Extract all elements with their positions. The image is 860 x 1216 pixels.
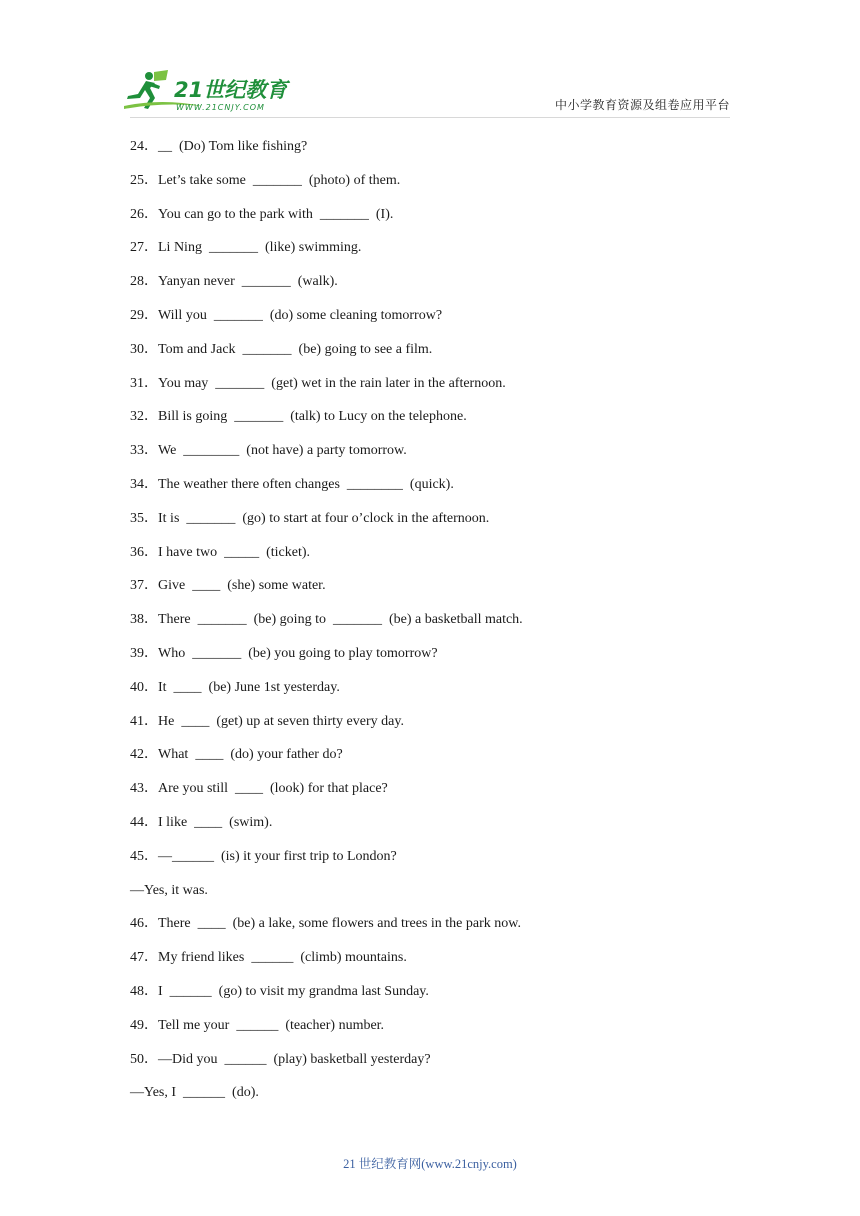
question-24: 24．__ (Do) Tom like fishing? xyxy=(130,139,308,154)
question-43: 43．Are you still ____ (look) for that place? xyxy=(130,781,388,797)
question-48: 48．I ______ (go) to visit my grandma last Sunday. xyxy=(130,983,429,999)
question-32: 32．Bill is going _______ (talk) to Lucy on the telephone. xyxy=(130,409,467,425)
page-footer: 21 世纪教育网(www.21cnjy.com) xyxy=(343,1157,517,1171)
question-46: 46．There ____ (be) a lake, some flowers and trees in the park now. xyxy=(130,916,521,932)
logo-runner-icon xyxy=(122,68,292,116)
header-platform-text: 中小学教育资源及组卷应用平台 xyxy=(554,98,730,112)
question-29: 29．Will you _______ (do) some cleaning tomorrow? xyxy=(130,307,443,323)
question-49: 49．Tell me your ______ (teacher) number. xyxy=(130,1017,385,1033)
page-header xyxy=(0,0,860,125)
question-39: 39．Who _______ (be) you going to play tomorrow? xyxy=(130,645,438,661)
question-41: 41．He ____ (get) up at seven thirty every day. xyxy=(130,713,404,729)
question-50: 50．—Did you ______ (play) basketball yesterday? xyxy=(130,1051,431,1067)
question-25: 25．Let’s take some _______ (photo) of them. xyxy=(130,172,401,188)
question-45-answer: —Yes, it was. xyxy=(130,882,208,898)
question-50-answer: —Yes, I ______ (do). xyxy=(130,1085,259,1101)
question-33: 33．We ________ (not have) a party tomorrow. xyxy=(130,443,407,459)
svg-text:21世纪教育: 21世纪教育 xyxy=(174,78,288,102)
logo xyxy=(122,68,292,116)
question-28: 28．Yanyan never _______ (walk). xyxy=(130,274,338,290)
question-47: 47．My friend likes ______ (climb) mountains. xyxy=(130,950,407,966)
question-40: 40．It ____ (be) June 1st yesterday. xyxy=(130,679,340,695)
question-27: 27．Li Ning _______ (like) swimming. xyxy=(130,240,362,256)
question-38: 38．There _______ (be) going to _______ (be) a basketball match. xyxy=(130,612,523,628)
question-42: 42．What ____ (do) your father do? xyxy=(130,747,343,763)
question-30: 30．Tom and Jack _______ (be) going to see a film. xyxy=(130,341,433,357)
question-31: 31．You may _______ (get) wet in the rain later in the afternoon. xyxy=(130,375,506,391)
question-35: 35．It is _______ (go) to start at four o’clock in the afternoon. xyxy=(130,510,490,526)
svg-text:WWW.21CNJY.COM: WWW.21CNJY.COM xyxy=(176,103,265,112)
question-44: 44．I like ____ (swim). xyxy=(130,814,273,830)
question-37: 37．Give ____ (she) some water. xyxy=(130,578,326,594)
question-list xyxy=(130,135,750,1115)
question-45: 45．—______ (is) it your first trip to London? xyxy=(130,848,397,864)
question-26: 26．You can go to the park with _______ (I). xyxy=(130,206,394,222)
question-36: 36．I have two _____ (ticket). xyxy=(130,544,311,560)
question-34: 34．The weather there often changes ________ (quick). xyxy=(130,476,454,492)
header-divider xyxy=(130,117,730,118)
